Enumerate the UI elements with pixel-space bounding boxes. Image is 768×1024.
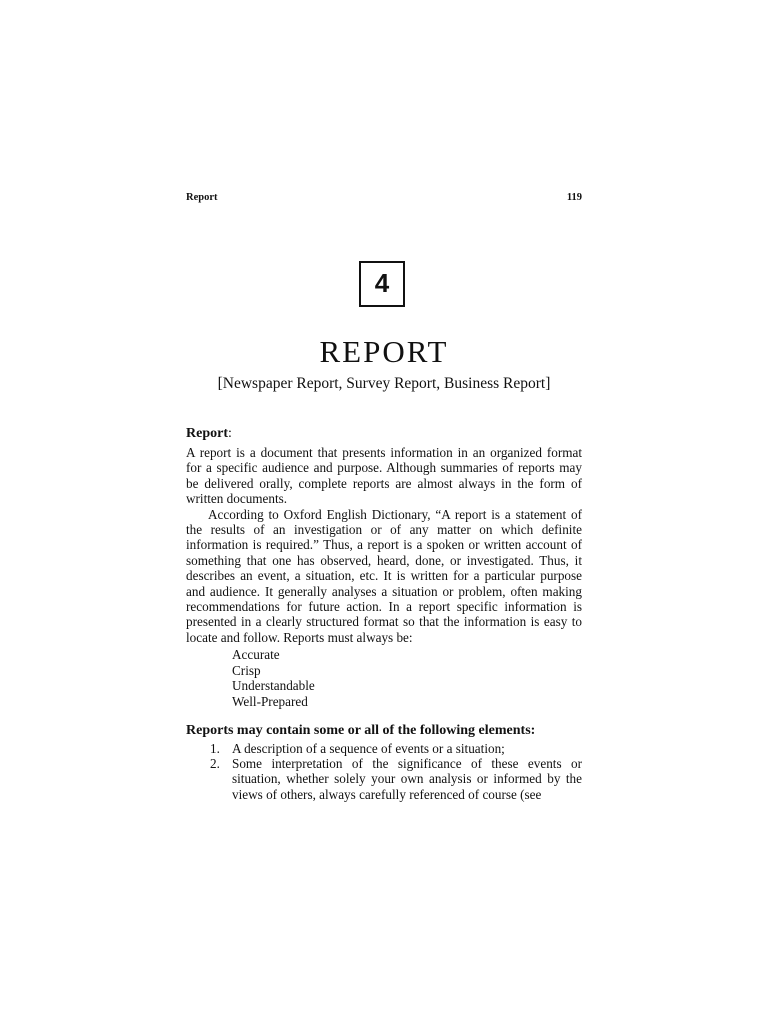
elements-heading: Reports may contain some or all of the following elements: bbox=[186, 722, 536, 738]
elements-list bbox=[186, 741, 582, 803]
list-item bbox=[186, 741, 582, 756]
running-head bbox=[186, 192, 582, 206]
list-item-text: A description of a sequence of events or a situation; bbox=[232, 740, 505, 756]
chapter-title: REPORT bbox=[319, 334, 449, 369]
must-be-list bbox=[186, 647, 582, 709]
list-item: Well-Prepared bbox=[232, 694, 308, 710]
list-item: Crisp bbox=[232, 662, 261, 678]
chapter-subtitle: [Newspaper Report, Survey Report, Business Report] bbox=[217, 375, 551, 392]
page-number: 119 bbox=[566, 192, 582, 203]
section-heading bbox=[186, 425, 582, 443]
list-item: Accurate bbox=[232, 647, 280, 663]
running-head-title: Report bbox=[186, 192, 218, 203]
list-item bbox=[186, 756, 582, 802]
body-text bbox=[186, 425, 582, 802]
paragraph-definition: A report is a document that presents information in an organized format for a specific audience and purpose. Although summaries of reports may be delivered orally, complete reports are almost always in the form of written documents. bbox=[186, 445, 582, 507]
section-heading-colon: : bbox=[228, 426, 232, 441]
section-heading-label: Report bbox=[186, 426, 228, 441]
chapter-number-box: 4 bbox=[359, 261, 405, 307]
paragraph-oxford-definition: According to Oxford English Dictionary, “A report is a statement of the results of an investigation or of any matter on which definite information is required.” Thus, a report is a spoken or written account of something that one has observed, heard, done, or investigated. Thus, it describes an event, a situation, etc. It is written for a particular purpose and audience. It generally analyses a situation or problem, often making recommendations for future action. In a report specific information is presented in a clearly structured format so that the information is easy to locate and follow. Reports must always be: bbox=[186, 506, 582, 645]
list-item-number: 2. bbox=[210, 756, 220, 772]
list-item-number: 1. bbox=[210, 740, 220, 756]
list-item-text: Some interpretation of the significance of these events or situation, whether solely your own analysis or informed by the views of others, always carefully referenced of course (see bbox=[232, 756, 582, 802]
list-item: Understandable bbox=[232, 678, 315, 694]
